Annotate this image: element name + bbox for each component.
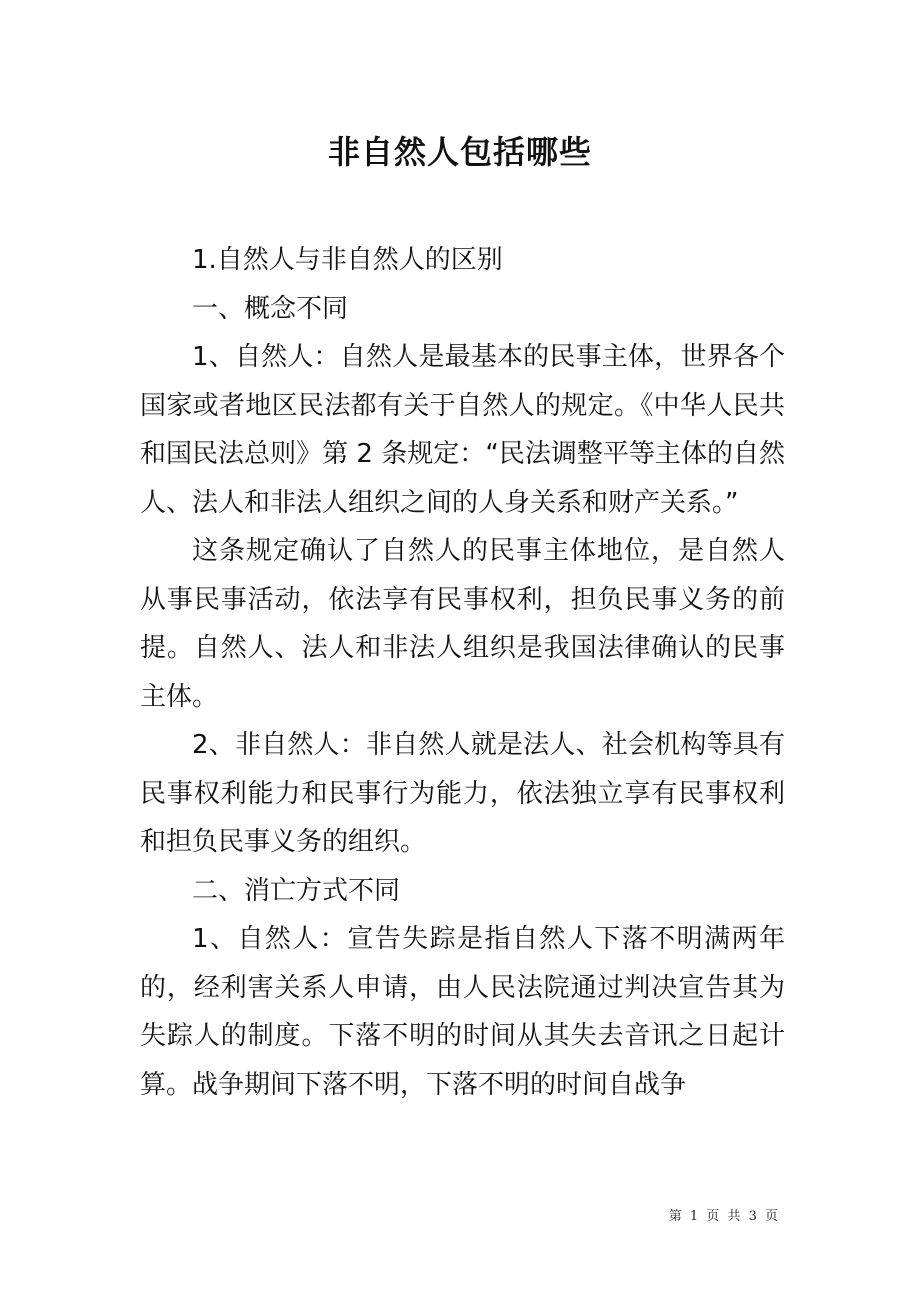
document-title: 非自然人包括哪些 — [327, 133, 592, 171]
paragraph-3: 1、自然人：自然人是最基本的民事主体，世界各个国家或者地区民法都有关于自然人的规定。《中华人民共和国民法总则》第 2 条规定：“民法调整平等主体的自然人、法人和非法人组织之间的人身关系和财产关系。” — [140, 342, 785, 518]
paragraph-6: 二、消亡方式不同 — [192, 875, 401, 906]
paragraph-4: 这条规定确认了自然人的民事主体地位，是自然人从事民事活动，依法享有民事权利，担负民事义务的前提。自然人、法人和非法人组织是我国法律确认的民事主体。 — [140, 536, 785, 712]
paragraph-2: 一、概念不同 — [192, 293, 349, 324]
paragraph-7: 1、自然人：宣告失踪是指自然人下落不明满两年的，经利害关系人申请，由人民法院通过判决宣告其为失踪人的制度。下落不明的时间从其失去音讯之日起计算。战争期间下落不明，下落不明的时间自战争 — [140, 924, 785, 1100]
page-footer: 第 1 页 共 3 页 — [668, 1209, 780, 1224]
paragraph-1: 1.自然人与非自然人的区别 — [192, 245, 503, 275]
paragraph-5: 2、非自然人：非自然人就是法人、社会机构等具有民事权利能力和民事行为能力，依法独立享有民事权利和担负民事义务的组织。 — [140, 730, 785, 857]
document-body — [140, 236, 785, 1109]
